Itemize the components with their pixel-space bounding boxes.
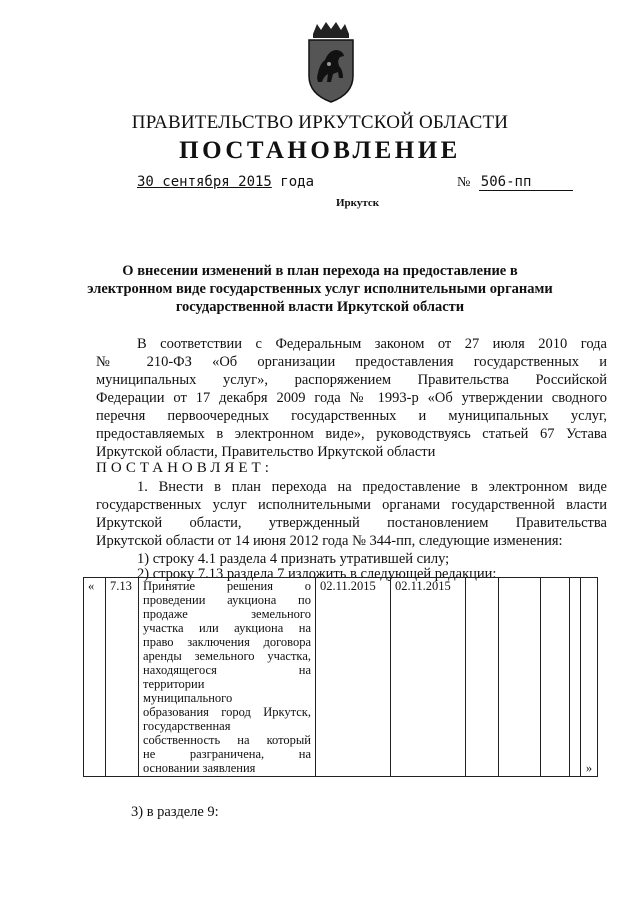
description-line: территории bbox=[143, 677, 205, 691]
empty-cell bbox=[570, 578, 581, 777]
title-line: электронном виде государственных услуг исполнительными органами bbox=[87, 281, 553, 297]
document-type: ПОСТАНОВЛЕНИЕ bbox=[179, 137, 461, 164]
item-1-line: 1. Внести в план перехода на предоставление в электронном виде bbox=[137, 479, 607, 495]
empty-cell bbox=[541, 578, 570, 777]
description-line: государственная bbox=[143, 719, 231, 733]
title-line: О внесении изменений в план перехода на предоставление в bbox=[122, 263, 518, 279]
date-suffix: года bbox=[271, 174, 315, 190]
document-title bbox=[70, 262, 570, 316]
service-description-cell bbox=[139, 578, 316, 777]
description-line: не разграничена, на bbox=[143, 747, 311, 761]
empty-cell bbox=[466, 578, 499, 777]
subitem-3: 3) в разделе 9: bbox=[131, 804, 219, 820]
description-line: участка или аукциона на bbox=[143, 621, 311, 635]
subitem-1: 1) строку 4.1 раздела 4 признать утратившей силу; bbox=[137, 551, 450, 567]
item-1-line: государственных услуг исполнительными органами государственной власти bbox=[96, 497, 607, 513]
description-line: собственность на который bbox=[143, 733, 311, 747]
empty-cell bbox=[499, 578, 541, 777]
description-line: аренды земельного участка, bbox=[143, 649, 311, 663]
decree-word: ПОСТАНОВЛЯЕТ: bbox=[96, 460, 273, 476]
date-cell-2: 02.11.2015 bbox=[391, 578, 466, 777]
organization-name: ПРАВИТЕЛЬСТВО ИРКУТСКОЙ ОБЛАСТИ bbox=[131, 112, 509, 133]
table-row bbox=[84, 578, 598, 777]
number-sign: № bbox=[457, 175, 471, 190]
subitem-2: 2) строку 7.13 раздела 7 изложить в следующей редакции: bbox=[137, 566, 497, 582]
description-line: Принятие решения о bbox=[143, 579, 311, 593]
description-line: муниципального bbox=[143, 691, 233, 705]
description-line: находящегося на bbox=[143, 663, 311, 677]
preamble-line: № 210-ФЗ «Об организации предоставления государственных и bbox=[96, 354, 607, 370]
description-line: основании заявления bbox=[143, 761, 256, 775]
preamble-line: перечня первоочередных государственных и муниципальных услуг, bbox=[96, 408, 607, 424]
plan-table bbox=[83, 577, 598, 777]
date-cell-1: 02.11.2015 bbox=[316, 578, 391, 777]
preamble-line: В соответствии с Федеральным законом от 27 июля 2010 года bbox=[137, 336, 607, 352]
description-line: право заключения договора bbox=[143, 635, 311, 649]
preamble-line: Иркутской области, Правительство Иркутской области bbox=[96, 444, 436, 460]
number-value: 506-пп bbox=[479, 174, 573, 191]
open-quote-cell: « bbox=[84, 578, 106, 777]
coat-of-arms-emblem bbox=[307, 20, 355, 104]
preamble-line: муниципальных услуг», распоряжением Правительства Российской bbox=[96, 372, 607, 388]
city-name: Иркутск bbox=[336, 197, 380, 209]
item-1-line: Иркутской области, утвержденный постановлением Правительства bbox=[96, 515, 607, 531]
description-line: продаже земельного bbox=[143, 607, 311, 621]
preamble-line: предоставляемых в электронном виде», руководствуясь статьей 67 Устава bbox=[96, 426, 607, 442]
item-1-line: Иркутской области от 14 июня 2012 года № 344-пп, следующие изменения: bbox=[96, 533, 563, 549]
document-date bbox=[137, 174, 314, 190]
row-number-cell: 7.13 bbox=[106, 578, 139, 777]
close-quote-cell: » bbox=[581, 578, 598, 777]
description-line: образования город Иркутск, bbox=[143, 705, 311, 719]
preamble-line: Федерации от 17 декабря 2009 года № 1993-р «Об утверждении сводного bbox=[96, 390, 607, 406]
date-value: 30 сентября 2015 bbox=[137, 174, 272, 190]
description-line: проведении аукциона по bbox=[143, 593, 311, 607]
document-number bbox=[457, 174, 573, 191]
title-line: государственной власти Иркутской области bbox=[175, 299, 465, 315]
